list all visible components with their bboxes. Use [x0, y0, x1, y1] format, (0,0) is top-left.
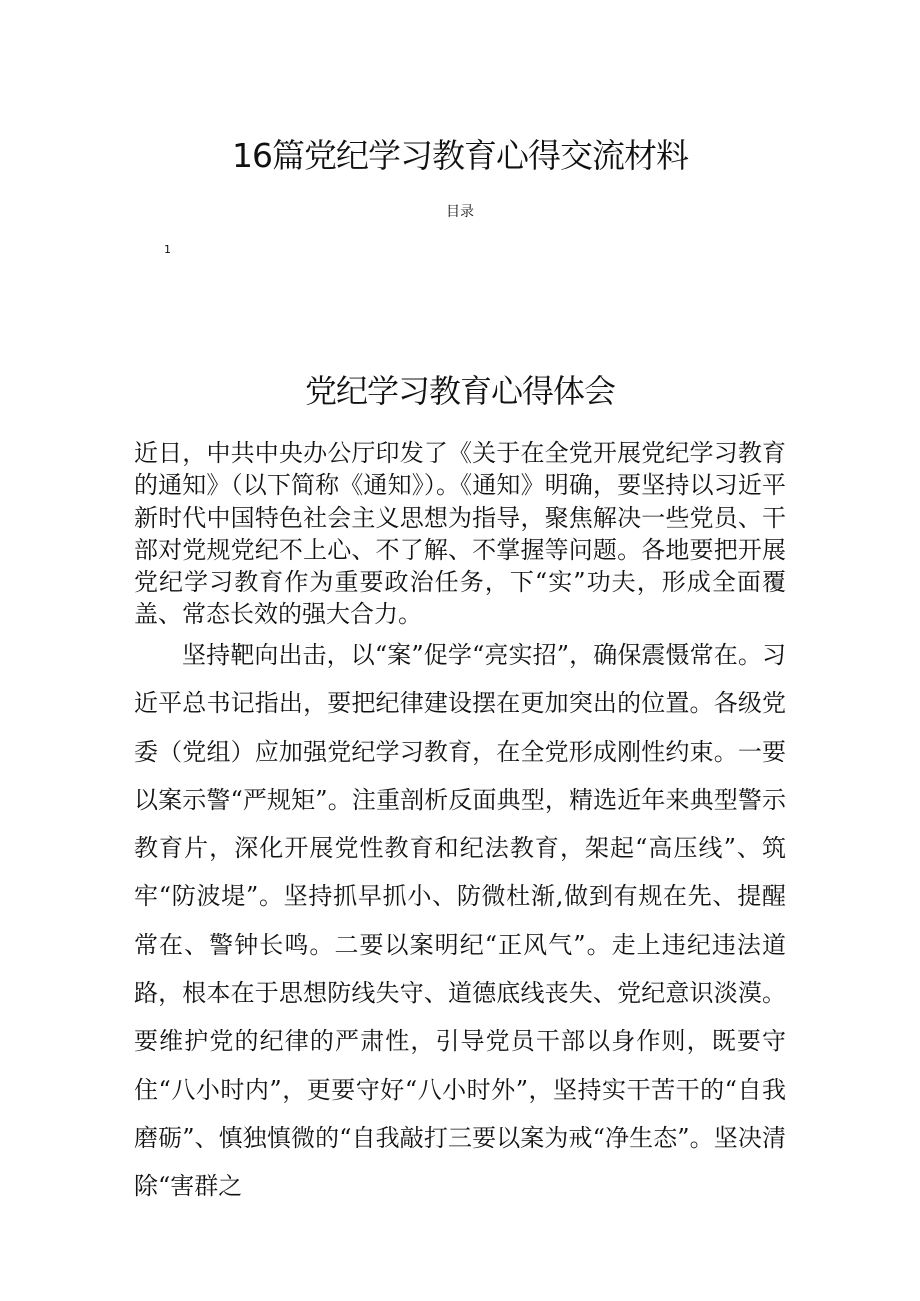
- toc-entry: 1: [164, 243, 171, 256]
- body-paragraph: 近日，中共中央办公厅印发了《关于在全党开展党纪学习教育的通知》（以下简称《通知》）。《通知》明确，要坚持以习近平新时代中国特色社会主义思想为指导，聚焦解决一些党员、干部对党规党纪不上心、不了解、不掌握等问题。各地要把开展党纪学习教育作为重要政治任务，下“实”功夫，形成全面覆盖、常态长效的强大合力。: [134, 439, 786, 629]
- article-title: 党纪学习教育心得体会: [304, 372, 615, 410]
- body-paragraph: 坚持靶向出击，以“案”促学“亮实招”，确保震慑常在。习近平总书记指出，要把纪律建设摆在更加突出的位置。各级党委（党组）应加强党纪学习教育，在全党形成刚性约束。一要以案示警“严规矩”。注重剖析反面典型，精选近年来典型警示教育片，深化开展党性教育和纪法教育，架起“高压线”、筑牢“防波堤”。坚持抓早抓小、防微杜渐,做到有规在先、提醒常在、警钟长鸣。二要以案明纪“正风气”。走上违纪违法道路，根本在于思想防线失守、道德底线丧失、党纪意识淡漠。要维护党的纪律的严肃性，引导党员干部以身作则，既要守住“八小时内”，更要守好“八小时外”，坚持实干苦干的“自我磨砺”、慎独慎微的“自我敲打三要以案为戒“净生态”。坚决清除“害群之: [134, 641, 786, 1201]
- document-title: 16篇党纪学习教育心得交流材料: [232, 136, 688, 175]
- toc-heading: 目录: [446, 204, 474, 220]
